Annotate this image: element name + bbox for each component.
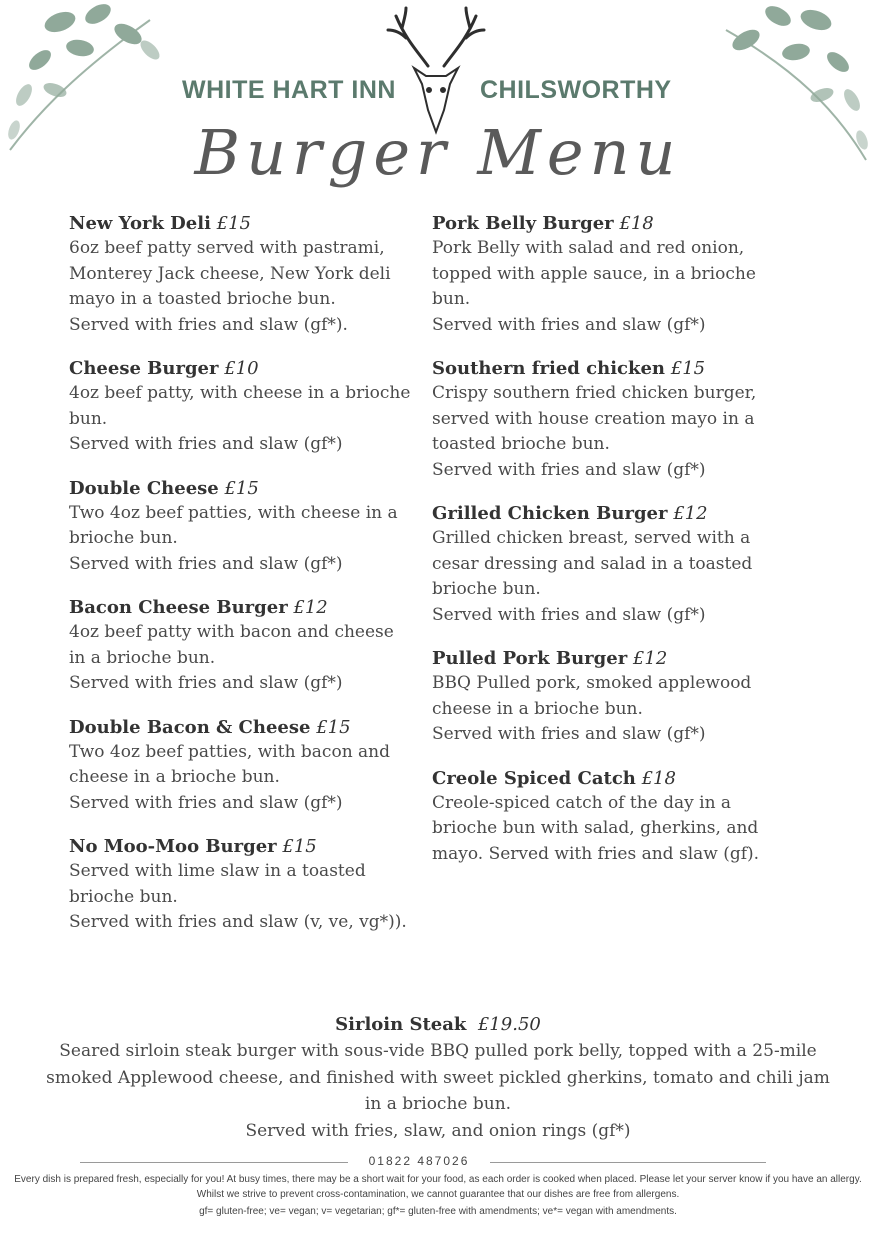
item-price: £15 — [282, 836, 317, 857]
menu-item — [432, 502, 777, 628]
item-served: Served with fries and slaw (gf*) — [432, 314, 706, 335]
item-served: Served with fries and slaw (gf*) — [432, 724, 706, 744]
item-name: No Moo-Moo Burger — [69, 836, 277, 857]
venue-location: CHILSWORTHY — [480, 76, 672, 104]
item-price: £10 — [224, 358, 259, 379]
item-price: £15 — [224, 477, 259, 499]
menu-title: Burger Menu — [194, 116, 682, 189]
menu-item — [432, 212, 777, 338]
item-price: £12 — [293, 597, 328, 618]
allergy-notice: Every dish is prepared fresh, especially for you! At busy times, there may be a short wait for your food, as each order is cooked when placed. Please let your server know if you have an allergy. Whilst we strive to prevent cross-contamination, we cannot guarantee that our dishes are free from allergens. — [14, 1174, 862, 1200]
item-served: Served with fries, slaw, and onion rings (gf*) — [245, 1120, 631, 1141]
item-description: Seared sirloin steak burger with sous-vide BBQ pulled pork belly, topped with a 25-mile smoked Applewood cheese, and finished with sweet pickled gherkins, tomato and chili jam in a brioche bun. — [46, 1041, 830, 1114]
item-description: Crispy southern fried chicken burger, served with house creation mayo in a toasted brioche bun. — [432, 383, 757, 454]
item-description: Served with lime slaw in a toasted brioche bun. — [69, 861, 366, 907]
divider — [80, 1162, 348, 1163]
menu-column-left — [69, 212, 414, 955]
item-served: Served with fries and slaw (gf*) — [432, 459, 706, 480]
menu-item — [69, 835, 414, 936]
item-description: Creole-spiced catch of the day in a brioche bun with salad, gherkins, and mayo. Served with fries and slaw (gf). — [432, 792, 760, 864]
item-name: Cheese Burger — [69, 358, 219, 379]
menu-item — [69, 716, 414, 817]
item-name: Pork Belly Burger — [432, 213, 614, 234]
item-name: Double Cheese — [69, 477, 219, 499]
item-served: Served with fries and slaw (v, ve, vg*)). — [69, 912, 407, 932]
menu-item — [432, 357, 777, 483]
item-description: Pork Belly with salad and red onion, topped with apple sauce, in a brioche bun. — [432, 238, 756, 309]
menu-item — [69, 212, 414, 338]
menu-column-right — [432, 212, 777, 886]
item-name: Southern fried chicken — [432, 358, 666, 379]
item-name: Creole Spiced Catch — [432, 767, 636, 789]
item-price: £15 — [670, 358, 706, 379]
item-name: Pulled Pork Burger — [432, 648, 628, 669]
item-served: Served with fries and slaw (gf*). — [69, 314, 348, 335]
item-description: 6oz beef patty served with pastrami, Monterey Jack cheese, New York deli mayo in a toasted brioche bun. — [69, 238, 391, 309]
featured-menu-item — [40, 1012, 836, 1144]
header — [0, 62, 876, 122]
item-served: Served with fries and slaw (gf*) — [69, 673, 343, 693]
item-name: Sirloin Steak — [335, 1014, 467, 1035]
phone-row — [0, 1154, 876, 1170]
venue-name: WHITE HART INN — [182, 76, 396, 104]
item-description: 4oz beef patty, with cheese in a brioche bun. — [69, 383, 411, 429]
item-price: £12 — [673, 503, 708, 524]
item-price: £15 — [316, 716, 351, 738]
menu-item — [432, 767, 777, 868]
item-name: Bacon Cheese Burger — [69, 597, 288, 618]
item-served: Served with fries and slaw (gf*) — [69, 553, 343, 574]
item-served: Served with fries and slaw (gf*) — [432, 604, 706, 625]
item-name: New York Deli — [69, 213, 211, 234]
item-served: Served with fries and slaw (gf*) — [69, 792, 343, 813]
dietary-legend: gf= gluten-free; ve= vegan; v= vegetarian; gf*= gluten-free with amendments; ve*= vegan with amendments. — [199, 1206, 677, 1217]
menu-item — [69, 357, 414, 458]
item-served: Served with fries and slaw (gf*) — [69, 434, 343, 454]
item-name: Grilled Chicken Burger — [432, 503, 668, 524]
item-price: £15 — [216, 213, 252, 234]
item-description: Two 4oz beef patties, with cheese in a brioche bun. — [69, 502, 398, 548]
menu-item — [432, 647, 777, 748]
phone-number: 01822 487026 — [368, 1154, 470, 1168]
item-price: £18 — [641, 767, 676, 789]
item-description: Grilled chicken breast, served with a cesar dressing and salad in a toasted brioche bun. — [432, 528, 753, 599]
item-price: £18 — [619, 213, 654, 234]
item-description: 4oz beef patty with bacon and cheese in a brioche bun. — [69, 622, 394, 668]
item-price: £12 — [632, 648, 668, 669]
menu-item — [69, 477, 414, 578]
item-description: BBQ Pulled pork, smoked applewood cheese in a brioche bun. — [432, 673, 752, 719]
divider — [490, 1162, 766, 1163]
footer — [0, 1154, 876, 1217]
item-description: Two 4oz beef patties, with bacon and cheese in a brioche bun. — [69, 741, 391, 787]
item-price: £19.50 — [477, 1014, 541, 1035]
item-name: Double Bacon & Cheese — [69, 716, 311, 738]
menu-item — [69, 596, 414, 697]
